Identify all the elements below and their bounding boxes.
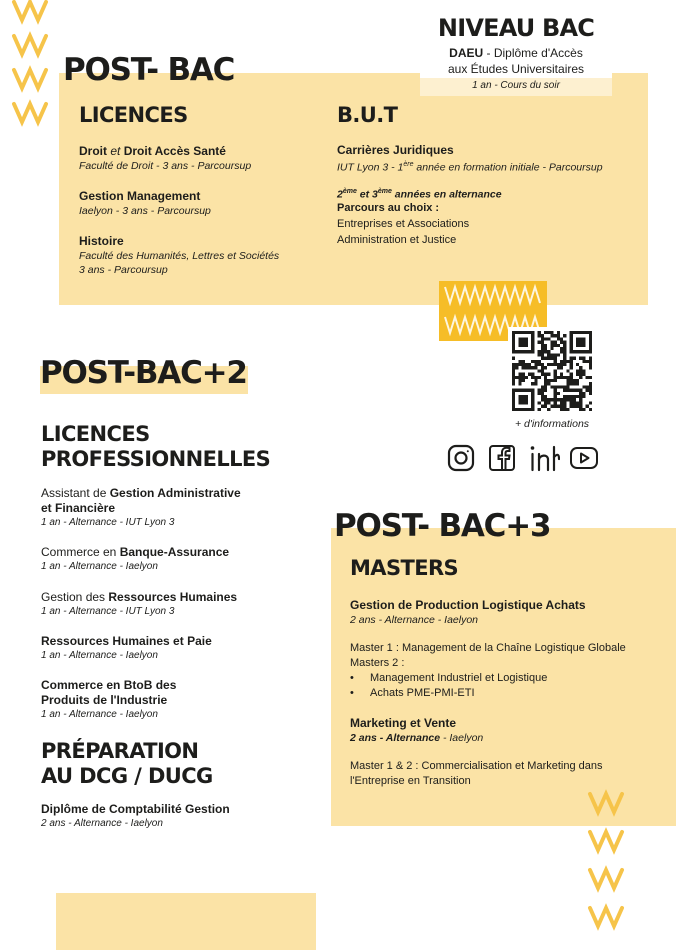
qr-code-box[interactable] [508, 327, 596, 415]
licences-pro-heading [41, 422, 270, 472]
lp-item-btob-bold: Commerce en BtoB des [41, 678, 177, 692]
master-marketing-line2: l'Entreprise en Transition [350, 775, 471, 787]
post-bac-title: POST- BAC [63, 52, 235, 88]
licences-pro-heading-1: LICENCES [41, 422, 150, 446]
daeu-desc-2: aux Études Universitaires [447, 62, 585, 76]
master-gpla-line2: Masters 2 : [350, 657, 405, 669]
qr-caption: + d'informations [514, 418, 590, 430]
lp-item-rh-paie-bold: Ressources Humaines et Paie [41, 634, 212, 648]
licence-histoire-detail2: 3 ans - Parcoursup [79, 264, 168, 276]
but-heading: B.U.T [337, 103, 398, 127]
licence-gestion [79, 189, 319, 218]
master-marketing-line1: Master 1 & 2 : Commercialisation et Marketing dans [350, 760, 603, 772]
but-name: Carrières Juridiques [337, 143, 454, 157]
master-gpla-bullet-1: • Management Industriel et Logistique [350, 671, 670, 686]
master-gpla-detail: 2 ans - Alternance - Iaelyon [350, 614, 479, 626]
master-marketing-detail-bold: 2 ans - Alternance [350, 732, 441, 744]
masters-heading: MASTERS [350, 556, 459, 580]
master-marketing-name: Marketing et Vente [350, 716, 457, 730]
instagram-icon[interactable] [447, 444, 475, 472]
zigzag-decoration-bottom-right [582, 788, 632, 950]
master-gpla-bullet-2: • Achats PME-PMI-ETI [350, 686, 670, 701]
lp-item-rh-bold: Ressources Humaines [108, 590, 238, 604]
master-gpla [350, 598, 670, 701]
lp-item-gestion-admin-bold2: et Financière [41, 501, 116, 515]
but-parcours-label: Parcours au choix : [337, 202, 440, 214]
prep-dcg-heading [41, 739, 213, 789]
lp-item-rh-paie [41, 634, 291, 663]
lp-item-btob [41, 678, 291, 722]
licence-histoire-detail: Faculté des Humanités, Lettres et Sociétés [79, 250, 280, 262]
daeu-abbr: DAEU [449, 46, 484, 60]
master-marketing [350, 716, 670, 789]
master-gpla-bullets [350, 671, 670, 701]
bottom-left-block [56, 893, 316, 950]
daeu-duration: 1 an - Cours du soir [472, 80, 560, 91]
licence-histoire-name: Histoire [79, 234, 124, 248]
linkedin-icon[interactable] [528, 444, 560, 472]
lp-item-rh-pre: Gestion des [41, 590, 109, 604]
prep-dcg-item [41, 802, 301, 831]
lp-item-banque-detail: 1 an - Alternance - Iaelyon [41, 561, 158, 572]
prep-dcg-name: Diplôme de Comptabilité Gestion [41, 802, 230, 816]
qr-code-icon [512, 331, 592, 411]
but-alt-sup2: ème [377, 187, 392, 195]
zigzag-decoration-top-left [0, 0, 60, 140]
lp-item-gestion-admin [41, 486, 291, 530]
prep-dcg-heading-2: AU DCG / DUCG [41, 764, 213, 788]
but-detail-a: IUT Lyon 3 - 1 [337, 161, 404, 174]
lp-item-rh-detail: 1 an - Alternance - IUT Lyon 3 [41, 606, 175, 617]
licence-histoire [79, 234, 319, 277]
niveau-bac-title: NIVEAU BAC [437, 14, 595, 42]
master-marketing-detail-rest: - Iaelyon [440, 732, 484, 744]
but-detail-sup: ère [403, 161, 414, 168]
licences-heading: LICENCES [79, 103, 188, 127]
lp-item-gestion-admin-detail: 1 an - Alternance - IUT Lyon 3 [41, 517, 175, 528]
but-parcours-1: Entreprises et Associations [337, 218, 470, 230]
licence-droit-name-a: Droit [79, 144, 107, 158]
lp-item-banque-pre: Commerce en [41, 545, 120, 559]
but-parcours-2: Administration et Justice [337, 234, 457, 246]
daeu-description [420, 45, 612, 77]
but-alt-b: et 3 [356, 188, 378, 200]
lp-item-rh [41, 590, 291, 619]
post-bac3-title: POST- BAC+3 [334, 508, 551, 544]
lp-item-banque-bold: Banque-Assurance [119, 545, 230, 559]
facebook-icon[interactable] [488, 444, 516, 472]
but-alt-sup1: ème [342, 187, 357, 195]
but-detail-b: année en formation initiale - Parcoursup [413, 161, 603, 174]
licence-droit-detail: Faculté de Droit - 3 ans - Parcoursup [79, 160, 252, 172]
master-gpla-line1: Master 1 : Management de la Chaîne Logistique Globale [350, 642, 626, 654]
youtube-icon[interactable] [569, 446, 599, 470]
lp-item-banque [41, 545, 291, 574]
lp-item-rh-paie-detail: 1 an - Alternance - Iaelyon [41, 650, 158, 661]
prep-dcg-detail: 2 ans - Alternance - Iaelyon [41, 818, 163, 829]
licence-droit-join: et [107, 144, 124, 158]
post-bac2-title: POST-BAC+2 [40, 355, 247, 391]
lp-item-btob-bold2: Produits de l'Industrie [41, 693, 168, 707]
but-alt-a: 2 [337, 188, 343, 200]
but-alt-c: années en alternance [391, 188, 502, 200]
licences-pro-heading-2: PROFESSIONNELLES [41, 447, 271, 471]
lp-item-gestion-admin-pre: Assistant de [41, 486, 110, 500]
daeu-desc-1: - Diplôme d'Accès [483, 46, 583, 60]
licence-droit [79, 144, 319, 173]
licence-droit-name-b: Droit Accès Santé [123, 144, 226, 158]
but-block [337, 143, 642, 248]
prep-dcg-heading-1: PRÉPARATION [41, 739, 199, 763]
licence-gestion-detail: Iaelyon - 3 ans - Parcoursup [79, 205, 211, 217]
lp-item-btob-detail: 1 an - Alternance - Iaelyon [41, 709, 158, 720]
lp-item-gestion-admin-bold: Gestion Administrative [109, 486, 241, 500]
master-gpla-name: Gestion de Production Logistique Achats [350, 598, 586, 612]
licence-gestion-name: Gestion Management [79, 189, 201, 203]
